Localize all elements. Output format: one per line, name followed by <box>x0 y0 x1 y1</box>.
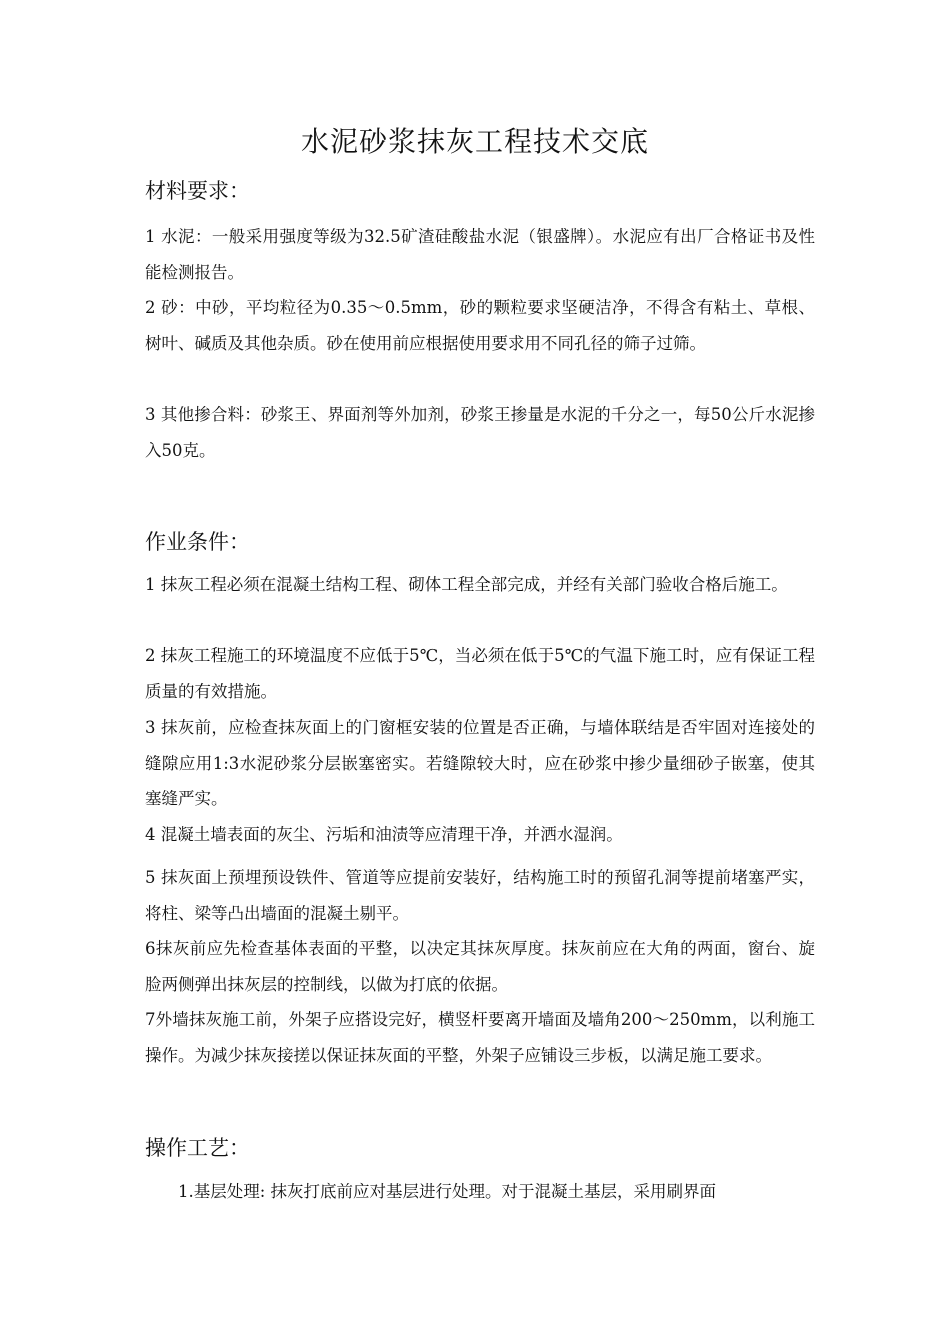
paragraph: 2 抹灰工程施工的环境温度不应低于5℃，当必须在低于5℃的气温下施工时，应有保证工程质量的有效措施。 <box>145 646 815 701</box>
section-heading-conditions: 作业条件： <box>145 530 250 554</box>
paragraph: 1.基层处理: 抹灰打底前应对基层进行处理。对于混凝土基层，采用刷界面 <box>178 1182 717 1201</box>
paragraph: 1 水泥：一般采用强度等级为32.5矿渣硅酸盐水泥（银盛牌）。水泥应有出厂合格证书及性能检测报告。 <box>145 227 815 282</box>
paragraph: 6抹灰前应先检查基体表面的平整，以决定其抹灰厚度。抹灰前应在大角的两面，窗台、旋脸两侧弹出抹灰层的控制线，以做为打底的依据。 <box>145 939 815 994</box>
paragraph: 3 其他掺合料：砂浆王、界面剂等外加剂，砂浆王掺量是水泥的千分之一，每50公斤水泥掺入50克。 <box>145 405 815 460</box>
paragraph: 1 抹灰工程必须在混凝土结构工程、砌体工程全部完成，并经有关部门验收合格后施工。 <box>145 575 788 594</box>
section-heading-process: 操作工艺： <box>145 1136 250 1160</box>
paragraph: 4 混凝土墙表面的灰尘、污垢和油渍等应清理干净，并洒水湿润。 <box>145 825 623 844</box>
paragraph: 2 砂：中砂，平均粒径为0.35～0.5mm，砂的颗粒要求坚硬洁净，不得含有粘土、草根、树叶、碱质及其他杂质。砂在使用前应根据使用要求用不同孔径的筛子过筛。 <box>145 298 815 353</box>
paragraph: 3 抹灰前，应检查抹灰面上的门窗框安装的位置是否正确，与墙体联结是否牢固对连接处的缝隙应用1:3水泥砂浆分层嵌塞密实。若缝隙较大时，应在砂浆中掺少量细砂子嵌塞，使其塞缝严实。 <box>145 718 815 809</box>
section-heading-materials: 材料要求： <box>145 179 250 203</box>
paragraph: 5 抹灰面上预埋预设铁件、管道等应提前安装好，结构施工时的预留孔洞等提前堵塞严实，将柱、梁等凸出墙面的混凝土剔平。 <box>145 868 815 923</box>
paragraph: 7外墙抹灰施工前，外架子应搭设完好，横竖杆要离开墙面及墙角200～250mm，以利施工操作。为减少抹灰接搓以保证抹灰面的平整，外架子应铺设三步板，以满足施工要求。 <box>145 1010 815 1065</box>
document-title: 水泥砂浆抹灰工程技术交底 <box>300 125 649 158</box>
